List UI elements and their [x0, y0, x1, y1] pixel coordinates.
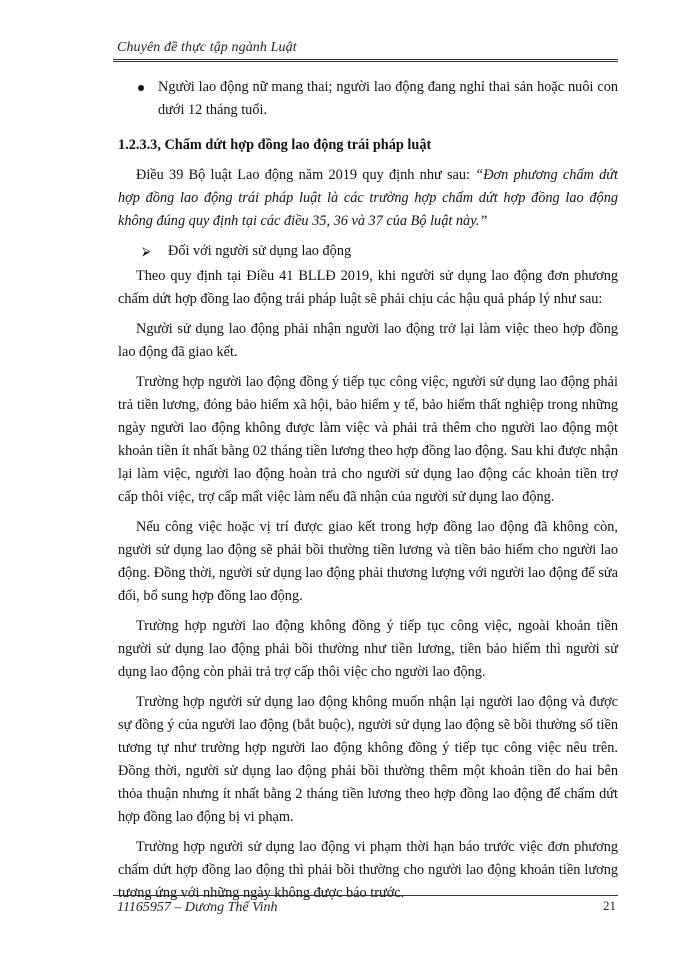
body-paragraph: Trường hợp người lao động không đồng ý tiếp tục công việc, ngoài khoản tiền người sử dụng lao động phải bồi thường như tiền lương, tiền bảo hiểm thì người sử dụng lao động còn phải trả trợ cấp thôi việc cho người lao động.: [118, 618, 618, 680]
section-heading: 1.2.3.3, Chấm dứt hợp đồng lao động trái pháp luật: [118, 137, 432, 153]
body-paragraph: Trường hợp người lao động đồng ý tiếp tục công việc, người sử dụng lao động phải trả tiền lương, đóng bảo hiểm xã hội, bảo hiểm y tế, bảo hiểm thất nghiệp trong những ngày người lao động không được làm việc và phải trả thêm cho người lao động một khoản tiền ít nhất bằng 02 tháng tiền lương theo hợp đồng lao động. Sau khi được nhận lại làm việc, người lao động hoàn trả cho người sử dụng lao động các khoản tiền trợ cấp thôi việc, trợ cấp mất việc làm nếu đã nhận của người sử dụng lao động.: [118, 374, 618, 505]
footer-divider: [113, 895, 618, 896]
quote-intro: Điều 39 Bộ luật Lao động năm 2019 quy định như sau:: [136, 167, 476, 183]
subheading-item: [118, 240, 618, 263]
body-paragraph: Trường hợp người sử dụng lao động vi phạm thời hạn báo trước việc đơn phương chấm dứt hợp đồng lao động thì phải bồi thường cho người lao động khoản tiền lương tương ứng với những ngày không được báo trước.: [118, 839, 618, 901]
page-number: 21: [603, 898, 616, 913]
footer-author: 11165957 – Dương Thế Vinh: [117, 900, 278, 915]
document-body: [118, 76, 618, 912]
body-paragraph: Nếu công việc hoặc vị trí được giao kết trong hợp đồng lao động đã không còn, người sử dụng lao động sẽ phải bồi thường tiền lương và tiền bảo hiểm cho người lao động. Đồng thời, người sử dụng lao động phải thương lượng với người lao động để sửa đổi, bổ sung hợp đồng lao động.: [118, 519, 618, 604]
bullet-icon: [138, 85, 144, 91]
bullet-text: Người lao động nữ mang thai; người lao động đang nghỉ thai sản hoặc nuôi con dưới 12 tháng tuổi.: [158, 79, 618, 118]
arrow-bullet-icon: ⮚: [142, 244, 151, 258]
quote-text: “Đơn phương chấm dứt hợp đồng lao động trái pháp luật là các trường hợp chấm dứt hợp đồng lao động không đúng quy định tại các điều 35, 36 và 37 của Bộ luật này.”: [118, 167, 618, 229]
body-paragraph: Trường hợp người sử dụng lao động không muốn nhận lại người lao động và được sự đồng ý của người lao động (bắt buộc), người sử dụng lao động sẽ bồi thường số tiền tương tự như trường hợp người lao động không đồng ý tiếp tục công việc nêu trên. Đồng thời, người sử dụng lao động phải bồi thường thêm một khoản tiền do hai bên thỏa thuận nhưng ít nhất bằng 2 tháng tiền lương theo hợp đồng lao động để chấm dứt hợp đồng lao động bị vi phạm.: [118, 694, 618, 825]
page-header-title: Chuyên đề thực tập ngành Luật: [117, 40, 297, 55]
quote-paragraph: [118, 164, 618, 233]
header-divider: [113, 59, 618, 62]
bullet-list-item: [118, 76, 618, 122]
body-paragraph: Người sử dụng lao động phải nhận người lao động trở lại làm việc theo hợp đồng lao động đã giao kết.: [118, 321, 618, 360]
subheading-text: Đối với người sử dụng lao động: [168, 243, 352, 259]
body-paragraph: Theo quy định tại Điều 41 BLLĐ 2019, khi người sử dụng lao động đơn phương chấm dứt hợp đồng lao động trái pháp luật sẽ phải chịu các hậu quả pháp lý như sau:: [118, 268, 618, 307]
